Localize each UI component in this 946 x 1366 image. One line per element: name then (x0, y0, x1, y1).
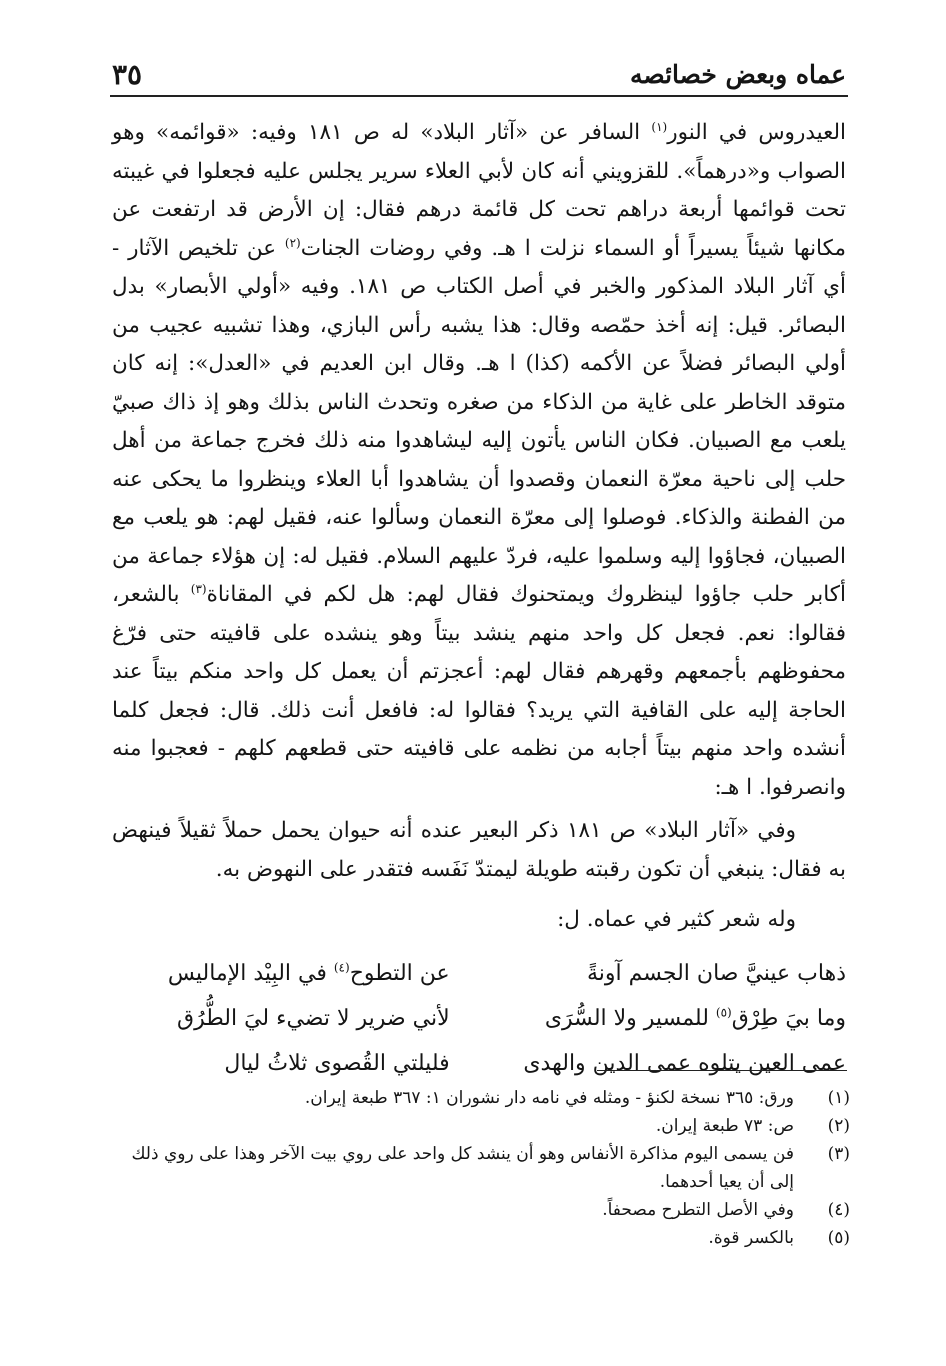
footnote-divider (597, 1070, 847, 1071)
page-header (112, 60, 846, 94)
verse-1-second-part-b: في البِيْد الإماليس (167, 961, 334, 986)
verse-1-second-hemistich (112, 951, 450, 996)
verse-3-second-hemistich: فليلتي القُصوى ثلاثُ ليال (224, 1051, 450, 1076)
verse-2 (112, 996, 846, 1041)
verse-3 (112, 1041, 846, 1086)
verse-1-first-hemistich: ذهاب عينيَّ صان الجسم آونةً (586, 961, 846, 986)
running-title: عماه وبعض خصائصه (629, 60, 846, 89)
verse-3-first-hemistich: عمى العين يتلوه عمى الدين والهدى (523, 1051, 846, 1076)
poem (112, 951, 846, 1086)
paragraph-1 (112, 114, 846, 807)
footnote (112, 1224, 850, 1252)
verse-2-first-hemistich (508, 996, 846, 1041)
footnote (112, 1140, 850, 1196)
footnote-text: ص: ٧٣ طبعة إيران. (655, 1116, 794, 1136)
poem-intro: وله شعر كثير في عماه. ل: (557, 907, 796, 932)
footnote-text: فن يسمى اليوم مذاكرة الأنفاس وهو أن ينشد كل واحد على روي بيت الآخر وهذا على روي ذلك إلى أن يعيا أحدهما. (131, 1144, 794, 1192)
verse-1 (112, 951, 846, 996)
verse-2-first-part-a: وما بيَ طِرْق (731, 1006, 846, 1031)
footnote-number: (٤) (827, 1200, 850, 1220)
footnote (112, 1112, 850, 1140)
footnote-ref-1: (١) (651, 119, 668, 134)
main-text (112, 114, 846, 1086)
paragraph-1-part-1: العيدروس في النور (667, 120, 846, 145)
footnote-number: (٢) (827, 1116, 850, 1136)
footnote-ref-2: (٢) (284, 235, 301, 250)
footnote-number: (٥) (827, 1228, 850, 1248)
footnote (112, 1196, 850, 1224)
paragraph-1-part-2: السافر عن «آثار البلاد» له ص ١٨١ وفيه: «قوائمه» وهو الصواب و«درهماً». للقزويني أنه كان لأبي العلاء سرير يجلس عليه فجعلوا في غيبته تحت قوائمها أربعة دراهم تحت كل قائمة درهم فقال: إن الأرض قد ارتفعت عن مكانها شيئاً يسيراً أو السماء نزلت ا هـ. وفي روضات الجنات (112, 120, 846, 261)
header-divider (110, 95, 848, 97)
footnote (112, 1084, 850, 1112)
verse-1-second-part-a: عن التطوح (349, 961, 450, 986)
footnote-ref-4: (٤) (333, 960, 350, 975)
footnote-text: وفي الأصل التطرح مصحفاً. (602, 1200, 794, 1220)
footnote-text: ورق: ٣٦٥ نسخة لكنؤ - ومثله في نامه دار نشوران ١: ٣٦٧ طبعة إيران. (304, 1088, 794, 1108)
footnote-ref-3: (٣) (190, 581, 207, 596)
paragraph-2: وفي «آثار البلاد» ص ١٨١ ذكر البعير عنده أنه حيوان يحمل حملاً ثقيلاً فينهض به فقال: ينبغي أن تكون رقبته طويلة ليمتدّ نَفَسه فتقدر على النهوض به. (112, 818, 846, 882)
footnote-number: (١) (827, 1088, 850, 1108)
footnotes (112, 1084, 850, 1252)
footnote-text: بالكسر قوة. (708, 1228, 794, 1248)
paragraph-1-part-4: بالشعر، فقالوا: نعم. فجعل كل واحد منهم ينشد بيتاً وهو ينشده على قافيته حتى فرّغ محفوظهم بأجمعهم وقهرهم فقال لهم: أعجزتم أن يعمل كل واحد منكم بيتاً عند الحاجة إليه على القافية التي يريد؟ فقالوا له: فافعل أنت ذلك. قال: فجعل كلما أنشده واحد منهم بيتاً أجابه من نظمه على قافيته حتى قطعهم كلهم - فعجبوا منه وانصرفوا. ا هـ: (112, 582, 846, 800)
verse-2-second-hemistich: لأني ضرير لا تضيء ليَ الطُّرُق (177, 1006, 450, 1031)
footnote-ref-5: (٥) (715, 1005, 732, 1020)
verse-2-first-part-b: للمسير ولا السُّرَى (544, 1006, 716, 1031)
page-number: ٣٥ (112, 58, 143, 91)
paragraph-1-part-3: عن تلخيص الآثار - أي آثار البلاد المذكور والخبر في أصل الكتاب ص ١٨١. وفيه «أولي الأبصار» بدل البصائر. قيل: إنه أخذ حمّصه وقال: هذا يشبه رأس البازي، وهذا تشبيه عجيب من أولي البصائر فضلاً عن الأكمه (كذا) ا هـ. وقال ابن العديم في «العدل»: إنه كان متوقد الخاطر على غاية من الذكاء من صغره وتحدث الناس بذلك وهو إذ ذاك صبيّ يلعب مع الصبيان. فكان الناس يأتون إليه ليشاهدوا منه ذلك فخرج جماعة من أهل حلب إلى ناحية معرّة النعمان وقصدوا أن يشاهدوا أبا العلاء وينظروا ما يحكى عنه من الفطنة والذكاء. فوصلوا إلى معرّة النعمان وسألوا عنه، فقيل لهم: هو يلعب مع الصبيان، فجاؤوا إليه وسلموا عليه، فردّ عليهم السلام. فقيل له: إن هؤلاء جماعة من أكابر حلب جاؤوا لينظروك ويمتحنوك فقال لهم: هل لكم في المقاناة (112, 235, 846, 607)
footnote-number: (٣) (827, 1144, 850, 1164)
